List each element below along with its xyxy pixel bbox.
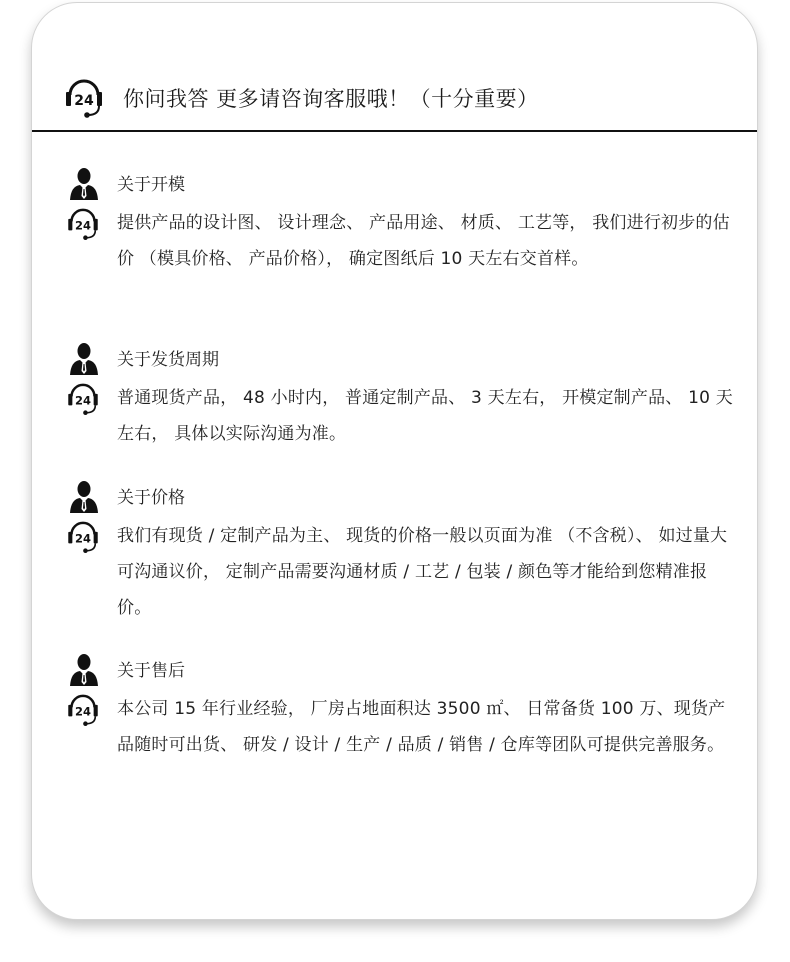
svg-text:24: 24 [75,531,91,546]
svg-text:24: 24 [75,218,91,233]
person-icon [68,167,100,201]
section-body-text: 普通现货产品， 48 小时内， 普通定制产品、 3 天左右， 开模定制产品、 10 天左右， 具体以实际沟通为准。 [117,388,733,444]
section-body-text: 我们有现货 / 定制产品为主、 现货的价格一般以页面为准 （不含税）、 如过量大可沟通议价， 定制产品需要沟通材质 / 工艺 / 包装 / 颜色等才能给到您精准报价。 [117,526,728,618]
section-heading [68,167,708,201]
section-body-text: 提供产品的设计图、 设计理念、 产品用途、 材质、 工艺等， 我们进行初步的估价 （模具价格、 产品价格）， 确定图纸后 10 天左右交首样。 [117,213,730,269]
headset-24-icon [66,380,100,416]
section-body-text: 本公司 15 年行业经验， 厂房占地面积达 3500 ㎡、 日常备货 100 万、现货产品随时可出货、 研发 / 设计 / 生产 / 品质 / 销售 / 仓库等团队可提供完善服务。 [117,699,726,755]
section-heading-label: 关于价格 [117,488,185,508]
header-divider [32,130,757,132]
section-heading-label: 关于发货周期 [117,350,219,370]
section-heading [68,653,708,687]
headset-24-icon [66,518,100,554]
person-icon [68,653,100,687]
svg-text:24: 24 [75,704,91,719]
headset-24-icon [66,691,100,727]
section-heading [68,480,708,514]
faq-card [31,2,758,920]
section-heading-label: 关于售后 [117,661,185,681]
person-icon [68,480,100,514]
svg-text:24: 24 [74,93,94,109]
faq-title: 你问我答 更多请咨询客服哦！（十分重要） [123,87,539,111]
svg-text:24: 24 [75,393,91,408]
person-icon [68,342,100,376]
faq-header [32,75,757,125]
section-heading-label: 关于开模 [117,175,185,195]
headset-24-icon [64,75,104,119]
headset-24-icon [66,205,100,241]
section-heading [68,342,708,376]
